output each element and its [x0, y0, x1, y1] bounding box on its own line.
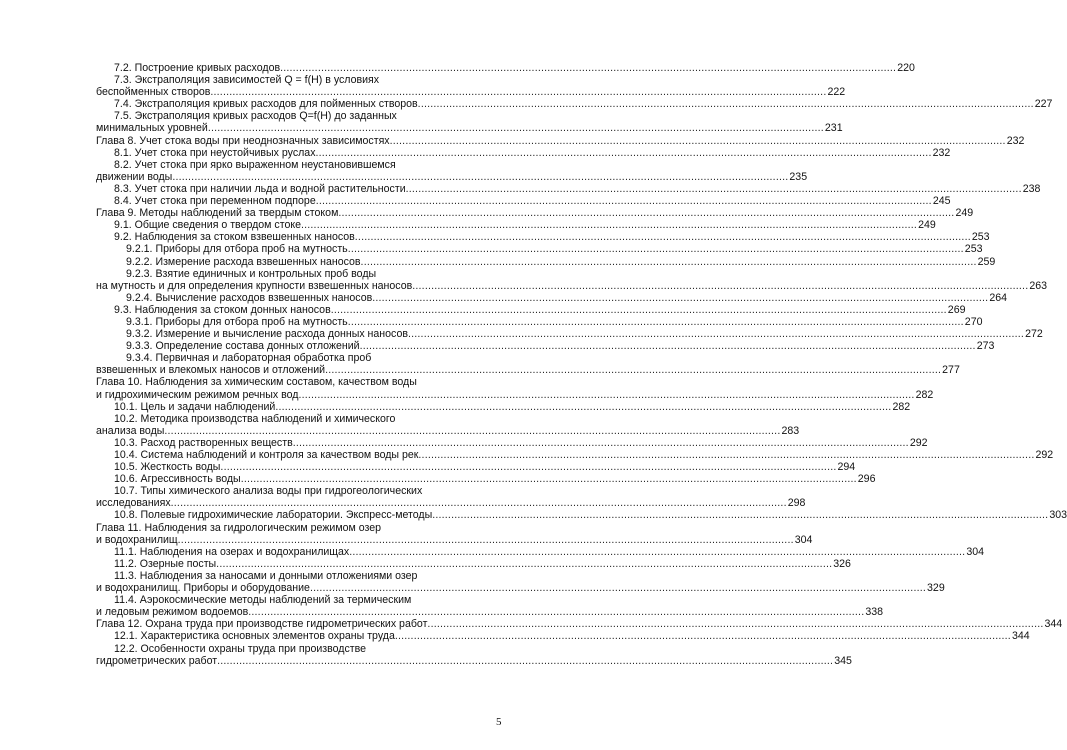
- toc-entry-page: 283: [781, 424, 800, 437]
- toc-entry: [96, 436, 928, 449]
- toc-entry-title: 10.6. Агрессивность воды: [114, 473, 241, 486]
- toc-entry: [96, 243, 983, 256]
- toc-entry-title: 8.1. Учет стока при неустойчивых руслах: [114, 146, 316, 159]
- toc-entry-page: 249: [955, 207, 974, 220]
- toc-entry-title: 9.3. Наблюдения за стоком донных наносов: [114, 303, 331, 316]
- toc-entry: [96, 267, 1048, 292]
- toc-entry: [96, 62, 915, 74]
- toc-entry-page: 292: [909, 436, 928, 449]
- toc-entry-title: 9.2.1. Приборы для отбора проб на мутность: [126, 243, 348, 256]
- toc-entry-title: 9.2.2. Измерение расхода взвешенных наносов: [126, 255, 361, 268]
- dot-leader: [301, 219, 917, 231]
- toc-entry-page: 253: [964, 243, 983, 256]
- toc-entry-page: 263: [1029, 279, 1048, 292]
- dot-leader: [338, 207, 954, 219]
- toc-entry-title: 9.3.4. Первичная и лабораторная обработка проб: [126, 352, 372, 365]
- toc-entry: [96, 376, 934, 401]
- dot-leader: [216, 558, 832, 570]
- dot-leader: [172, 171, 788, 183]
- toc-entry-title: 8.3. Учет стока при наличии льда и водной растительности: [114, 182, 406, 195]
- toc-entry: [96, 74, 846, 99]
- toc-entry-title: движении воды: [96, 170, 173, 183]
- toc-entry: [96, 630, 1030, 643]
- toc-entry-title: и ледовым режимом водоемов: [96, 606, 249, 619]
- toc-entry-page: 231: [824, 122, 843, 135]
- toc-entry-title: 11.4. Аэрокосмические методы наблюдений за термическим: [114, 594, 412, 607]
- toc-entry: [96, 545, 984, 558]
- dot-leader: [360, 340, 976, 352]
- toc-entry-title: 10.2. Методика производства наблюдений и химического: [114, 412, 396, 425]
- dot-leader: [310, 582, 926, 594]
- toc-entry-page: 227: [1034, 98, 1053, 111]
- toc-entry-title: 12.2. Особенности охраны труда при производстве: [114, 642, 367, 655]
- dot-leader: [171, 497, 787, 509]
- toc-entry-page: 269: [947, 303, 966, 316]
- toc-entry-title: Глава 8. Учет стока воды при неоднозначных зависимостях: [96, 134, 390, 147]
- toc-entry: [96, 618, 1063, 631]
- toc-entry-title: исследованиях: [96, 497, 171, 510]
- toc-entry-title: 10.3. Расход растворенных веществ: [114, 436, 293, 449]
- toc-entry-title: 9.2.3. Взятие единичных и контрольных проб воды: [126, 267, 377, 280]
- dot-leader: [331, 304, 947, 316]
- toc-entry: [96, 642, 852, 667]
- dot-leader: [390, 135, 1006, 147]
- toc-entry-page: 329: [927, 582, 945, 595]
- toc-entry: [96, 315, 983, 328]
- toc-entry-page: 304: [794, 533, 813, 546]
- toc-entry: [96, 328, 1043, 341]
- toc-entry-title: 7.2. Построение кривых расходов: [114, 62, 281, 74]
- toc-entry: [96, 303, 966, 316]
- toc-entry: [96, 352, 960, 377]
- toc-entry-title: 11.1. Наблюдения на озерах и водохранилищах: [114, 545, 350, 558]
- toc-entry-page: 273: [976, 340, 995, 353]
- toc-entry-page: 345: [834, 654, 852, 667]
- toc-entry-title: и гидрохимическим режимом речных вод: [96, 388, 299, 401]
- toc-entry-page: 338: [865, 606, 884, 619]
- dot-leader: [408, 328, 1024, 340]
- dot-leader: [241, 473, 857, 485]
- dot-leader: [395, 630, 1011, 642]
- toc-entry-page: 222: [827, 86, 846, 99]
- table-of-contents: [96, 62, 1067, 667]
- toc-entry-title: 10.5. Жесткость воды: [114, 461, 221, 474]
- toc-entry-title: 8.2. Учет стока при ярко выраженном неустановившемся: [114, 158, 396, 171]
- toc-entry: [96, 219, 936, 232]
- dot-leader: [298, 389, 914, 401]
- toc-entry: [96, 569, 945, 595]
- toc-entry-title: Глава 9. Методы наблюдений за твердым стоком: [96, 207, 339, 220]
- dot-leader: [418, 98, 1034, 110]
- toc-entry-title: 9.3.1. Приборы для отбора проб на мутность: [126, 315, 348, 328]
- toc-entry: [96, 449, 1054, 461]
- toc-entry-title: взвешенных и влекомых наносов и отложений: [96, 364, 326, 377]
- toc-entry: [96, 182, 1041, 195]
- toc-entry: [96, 509, 1067, 522]
- toc-entry-title: 9.2.4. Вычисление расходов взвешенных наносов: [126, 291, 373, 304]
- dot-leader: [316, 147, 932, 159]
- toc-entry-title: 10.7. Типы химического анализа воды при гидрогеологических: [114, 485, 423, 498]
- toc-entry-title: 9.3.3. Определение состава донных отложений: [126, 340, 360, 353]
- toc-entry-title: и водохранилищ: [96, 533, 178, 546]
- dot-leader: [316, 195, 932, 207]
- toc-entry-title: 8.4. Учет стока при переменном подпоре: [114, 195, 316, 208]
- dot-leader: [418, 449, 1034, 461]
- toc-entry-page: 344: [1011, 630, 1030, 643]
- toc-entry-title: и водохранилищ. Приборы и оборудование: [96, 582, 310, 595]
- dot-leader: [208, 122, 824, 134]
- toc-entry: [96, 231, 990, 244]
- dot-leader: [348, 316, 964, 328]
- dot-leader: [275, 401, 891, 413]
- toc-entry-title: анализа воды: [96, 424, 165, 437]
- toc-entry-title: 7.3. Экстраполяция зависимостей Q = f(H) в условиях: [114, 74, 380, 87]
- dot-leader: [248, 606, 864, 618]
- toc-entry: [96, 195, 951, 208]
- dot-leader: [210, 86, 826, 98]
- toc-entry-title: 9.2. Наблюдения за стоком взвешенных наносов: [114, 231, 355, 244]
- dot-leader: [293, 437, 909, 449]
- toc-entry: [96, 485, 806, 510]
- dot-leader: [280, 62, 896, 74]
- toc-entry-title: минимальных уровней: [96, 122, 208, 135]
- toc-entry: [96, 158, 808, 183]
- dot-leader: [349, 546, 965, 558]
- toc-entry-title: 11.3. Наблюдения за наносами и донными отложениями озер: [114, 569, 418, 582]
- toc-entry-title: на мутность и для определения крупности взвешенных наносов: [96, 279, 413, 292]
- toc-entry-title: Глава 11. Наблюдения за гидрологическим режимом озер: [96, 521, 382, 534]
- dot-leader: [432, 509, 1048, 521]
- toc-entry-page: 259: [977, 255, 996, 268]
- dot-leader: [178, 534, 794, 546]
- dot-leader: [406, 183, 1022, 195]
- dot-leader: [217, 655, 833, 667]
- toc-entry-title: Глава 12. Охрана труда при производстве гидрометрических работ: [96, 618, 428, 631]
- toc-entry-page: 220: [897, 62, 915, 74]
- toc-entry-page: 238: [1022, 182, 1041, 195]
- dot-leader: [412, 280, 1028, 292]
- toc-entry-page: 304: [966, 545, 984, 558]
- toc-entry-page: 272: [1025, 328, 1043, 341]
- dot-leader: [355, 231, 971, 243]
- toc-entry-page: 296: [857, 473, 876, 486]
- toc-entry: [96, 400, 911, 413]
- toc-entry-title: 10.4. Система наблюдений и контроля за качеством воды рек: [114, 449, 419, 461]
- toc-entry: [96, 557, 851, 570]
- toc-entry-title: 10.8. Полевые гидрохимические лаборатории. Экспресс-методы: [114, 509, 433, 522]
- toc-entry-page: 277: [942, 364, 960, 377]
- dot-leader: [427, 618, 1043, 630]
- toc-entry-page: 344: [1044, 618, 1063, 631]
- toc-entry-title: 12.1. Характеристика основных элементов охраны труда: [114, 630, 395, 643]
- toc-entry-page: 249: [918, 219, 936, 232]
- toc-entry: [96, 594, 884, 619]
- toc-entry-page: 282: [915, 388, 934, 401]
- toc-entry-page: 232: [932, 146, 951, 159]
- dot-leader: [372, 292, 988, 304]
- toc-entry-title: 10.1. Цель и задачи наблюдений: [114, 400, 276, 413]
- toc-entry: [96, 461, 856, 474]
- toc-entry-page: 245: [932, 195, 951, 208]
- toc-entry-title: 7.4. Экстраполяция кривых расходов для пойменных створов: [114, 98, 418, 111]
- toc-entry-title: Глава 10. Наблюдения за химическим составом, качеством воды: [96, 376, 417, 389]
- toc-entry-page: 282: [892, 400, 911, 413]
- toc-entry-page: 294: [837, 461, 856, 474]
- toc-entry: [96, 340, 995, 353]
- toc-entry-page: 253: [971, 231, 990, 244]
- toc-entry: [96, 521, 813, 546]
- toc-entry-page: 235: [789, 170, 808, 183]
- dot-leader: [220, 461, 836, 473]
- page-number: 5: [496, 716, 502, 728]
- toc-entry-title: 9.1. Общие сведения о твердом стоке: [114, 219, 301, 232]
- toc-entry-title: беспойменных створов: [96, 86, 211, 99]
- dot-leader: [348, 243, 964, 255]
- toc-entry-page: 298: [787, 497, 806, 510]
- toc-entry-title: 11.2. Озерные посты: [114, 557, 217, 570]
- dot-leader: [325, 364, 941, 376]
- toc-entry: [96, 412, 800, 437]
- toc-entry: [96, 291, 1008, 304]
- dot-leader: [164, 425, 780, 437]
- toc-entry-page: 292: [1035, 449, 1054, 461]
- dot-leader: [361, 256, 977, 268]
- toc-entry: [96, 255, 996, 268]
- toc-entry: [96, 146, 951, 159]
- toc-entry-title: 9.3.2. Измерение и вычисление расхода донных наносов: [126, 328, 408, 341]
- toc-entry-page: 270: [964, 315, 983, 328]
- toc-entry: [96, 98, 1053, 111]
- toc-entry-page: 264: [989, 291, 1008, 304]
- toc-entry-page: 303: [1049, 509, 1067, 522]
- toc-entry: [96, 207, 974, 220]
- toc-entry: [96, 473, 876, 486]
- toc-entry-title: гидрометрических работ: [96, 654, 218, 667]
- toc-entry: [96, 110, 843, 135]
- toc-entry-title: 7.5. Экстраполяция кривых расходов Q=f(H) до заданных: [114, 110, 397, 123]
- toc-entry-page: 232: [1006, 134, 1025, 147]
- toc-entry: [96, 134, 1025, 147]
- toc-entry-page: 326: [833, 557, 851, 570]
